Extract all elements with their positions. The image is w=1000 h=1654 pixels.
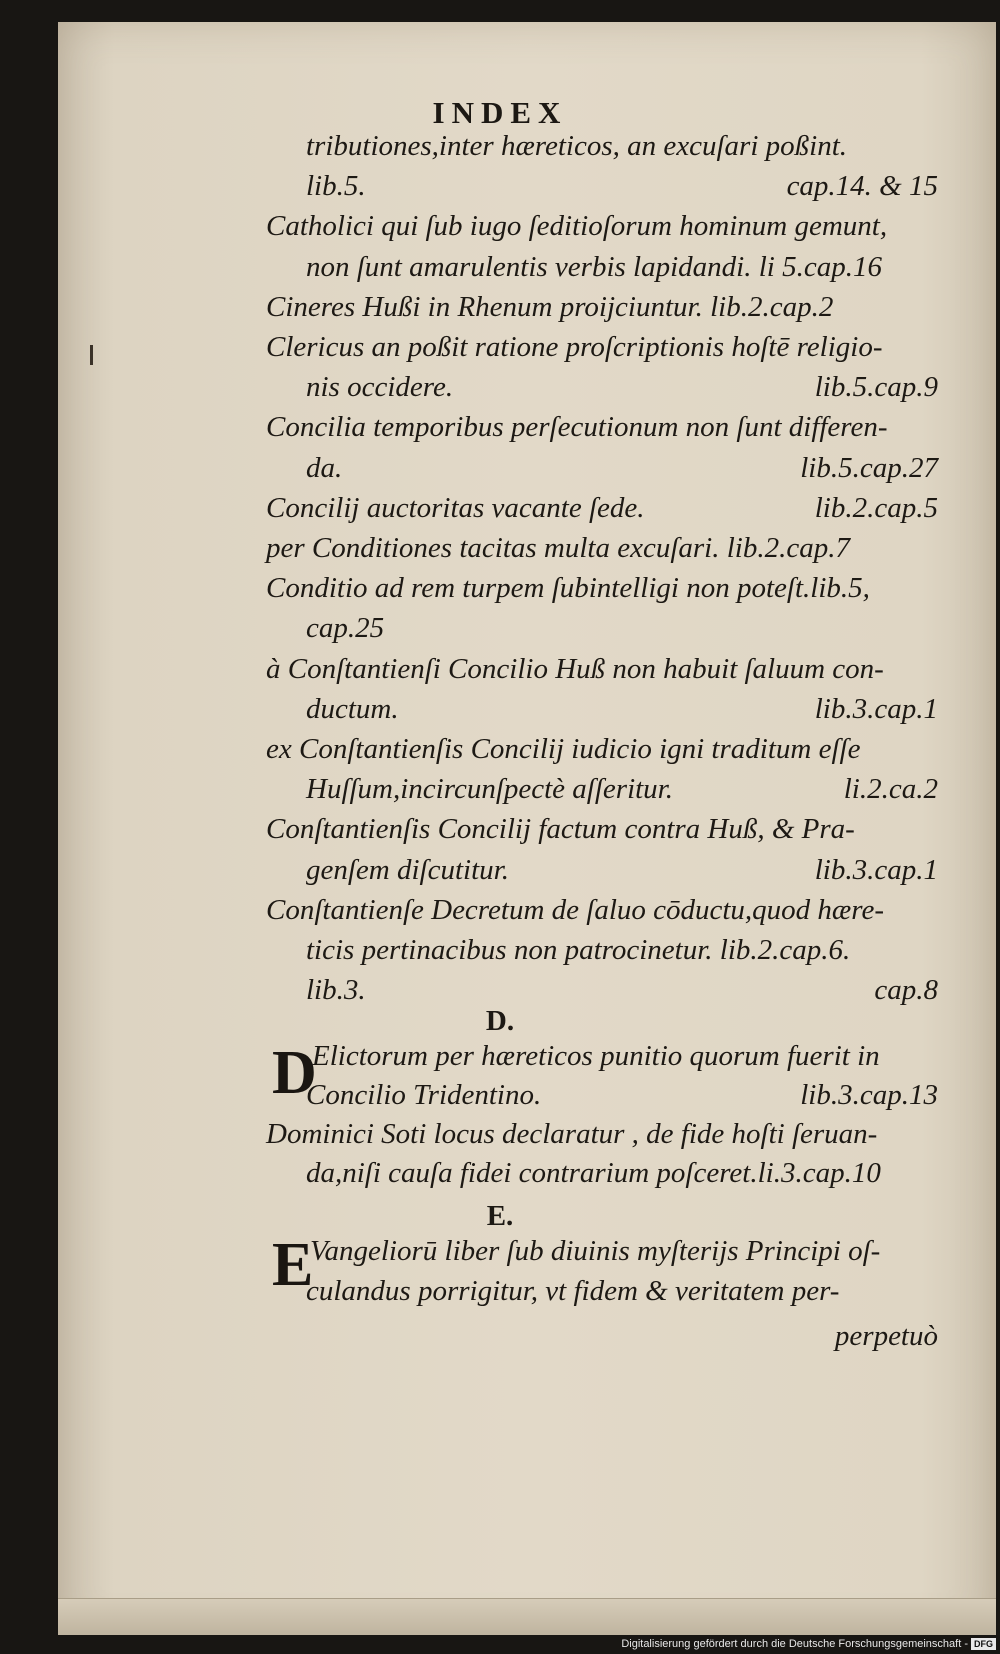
index-line-text: da,niſi cauſa fidei contrarium poſceret.li.3.cap.10 xyxy=(306,1157,881,1189)
index-line xyxy=(0,813,1000,853)
index-line xyxy=(0,291,1000,331)
initial-letter-e: E xyxy=(272,1231,314,1299)
index-line xyxy=(0,693,1000,733)
index-line-text: Elictorum per hæreticos punitio quorum fuerit in xyxy=(312,1040,880,1072)
running-head: INDEX xyxy=(432,95,568,130)
index-line-reference: lib.3.cap.13 xyxy=(800,1079,938,1111)
index-line xyxy=(0,653,1000,693)
index-line-text: Huſſum,incircunſpectè aſſeritur. xyxy=(306,773,674,806)
index-line-text: Conditio ad rem turpem ſubintelligi non poteſt.lib.5, xyxy=(266,572,870,605)
index-line xyxy=(0,1079,1000,1119)
index-line xyxy=(0,452,1000,492)
index-line-text: Concilij auctoritas vacante ſede. xyxy=(266,491,645,524)
index-line xyxy=(0,733,1000,773)
index-line xyxy=(0,1275,1000,1315)
index-line-text: ex Conſtantienſis Concilij iudicio igni traditum eſſe xyxy=(266,733,861,765)
digitization-footer xyxy=(621,1636,996,1652)
index-line-reference: lib.5.cap.9 xyxy=(814,371,938,404)
footer-text: Digitalisierung gefördert durch die Deutsche Forschungsgemeinschaft - xyxy=(621,1638,968,1650)
index-line-text: ductum. xyxy=(306,692,399,725)
index-line xyxy=(0,894,1000,934)
index-line xyxy=(0,1235,1000,1275)
index-line-text: Conſtantienſis Concilij factum contra Huß, & Pra- xyxy=(266,813,855,846)
index-line-text: Concilio Tridentino. xyxy=(306,1079,542,1111)
index-line-text: culandus porrigitur, vt fidem & veritatem per- xyxy=(306,1275,840,1307)
catchword xyxy=(0,1320,1000,1360)
index-line-text: cap.25 xyxy=(306,612,385,645)
index-line-text: Dominici Soti locus declaratur , de fide hoſti ſeruan- xyxy=(266,1118,878,1150)
index-line-text: lib.5. xyxy=(306,170,366,203)
index-line-reference: lib.3.cap.1 xyxy=(814,692,938,725)
index-line-text: tributiones,inter hæreticos, an excuſari poßint. xyxy=(306,130,848,162)
catchword-text: perpetuò xyxy=(834,1320,938,1352)
index-line xyxy=(0,210,1000,250)
index-line-text: nis occidere. xyxy=(306,371,454,404)
index-line xyxy=(0,532,1000,572)
index-line xyxy=(0,1157,1000,1197)
index-line-reference: cap.8 xyxy=(874,974,938,1007)
index-line-text: lib.3. xyxy=(306,974,366,1007)
index-line xyxy=(0,371,1000,411)
page-edge xyxy=(58,1598,996,1635)
index-line-text: Clericus an poßit ratione proſcriptionis hoſtē religio- xyxy=(266,331,883,363)
section-heading-d: D. xyxy=(485,1005,515,1037)
index-line-reference: lib.5.cap.27 xyxy=(800,451,938,484)
index-line xyxy=(0,773,1000,813)
index-line-reference: li.2.ca.2 xyxy=(843,773,938,806)
index-line xyxy=(0,411,1000,451)
index-line-text: à Conſtantienſi Concilio Huß non habuit ſaluum con- xyxy=(266,652,884,685)
index-line-text: non ſunt amarulentis verbis lapidandi. li 5.cap.16 xyxy=(306,250,882,283)
index-line-text: Conſtantienſe Decretum de ſaluo cōductu,quod hære- xyxy=(266,893,885,926)
section-heading-e: E. xyxy=(486,1200,514,1232)
index-line-text: Concilia temporibus perſecutionum non ſunt differen- xyxy=(266,411,888,444)
index-line-text: Cineres Hußi in Rhenum proijciuntur. lib.2.cap.2 xyxy=(266,290,834,323)
index-line-text: genſem diſcutitur. xyxy=(306,853,509,886)
dfg-logo: DFG xyxy=(971,1638,996,1650)
index-line xyxy=(0,331,1000,371)
index-line xyxy=(0,251,1000,291)
index-line xyxy=(0,612,1000,652)
index-line-text: ticis pertinacibus non patrocinetur. lib.2.cap.6. xyxy=(306,934,851,966)
initial-letter-d: D xyxy=(272,1039,317,1107)
index-line-reference: lib.2.cap.5 xyxy=(814,491,938,524)
index-line-text: per Conditiones tacitas multa excuſari. lib.2.cap.7 xyxy=(266,532,850,564)
index-line-text: da. xyxy=(306,451,343,484)
index-line-text: Catholici qui ſub iugo ſeditioſorum hominum gemunt, xyxy=(266,210,888,243)
index-line-text: Vangeliorū liber ſub diuinis myſterijs Principi oſ- xyxy=(310,1235,881,1267)
index-line xyxy=(0,934,1000,974)
index-line xyxy=(0,170,1000,210)
index-line-reference: lib.3.cap.1 xyxy=(814,853,938,886)
index-line-reference: cap.14. & 15 xyxy=(786,170,938,203)
index-line xyxy=(0,130,1000,170)
index-line xyxy=(0,854,1000,894)
index-line xyxy=(0,1040,1000,1080)
index-line xyxy=(0,492,1000,532)
index-line xyxy=(0,572,1000,612)
index-line xyxy=(0,1118,1000,1158)
